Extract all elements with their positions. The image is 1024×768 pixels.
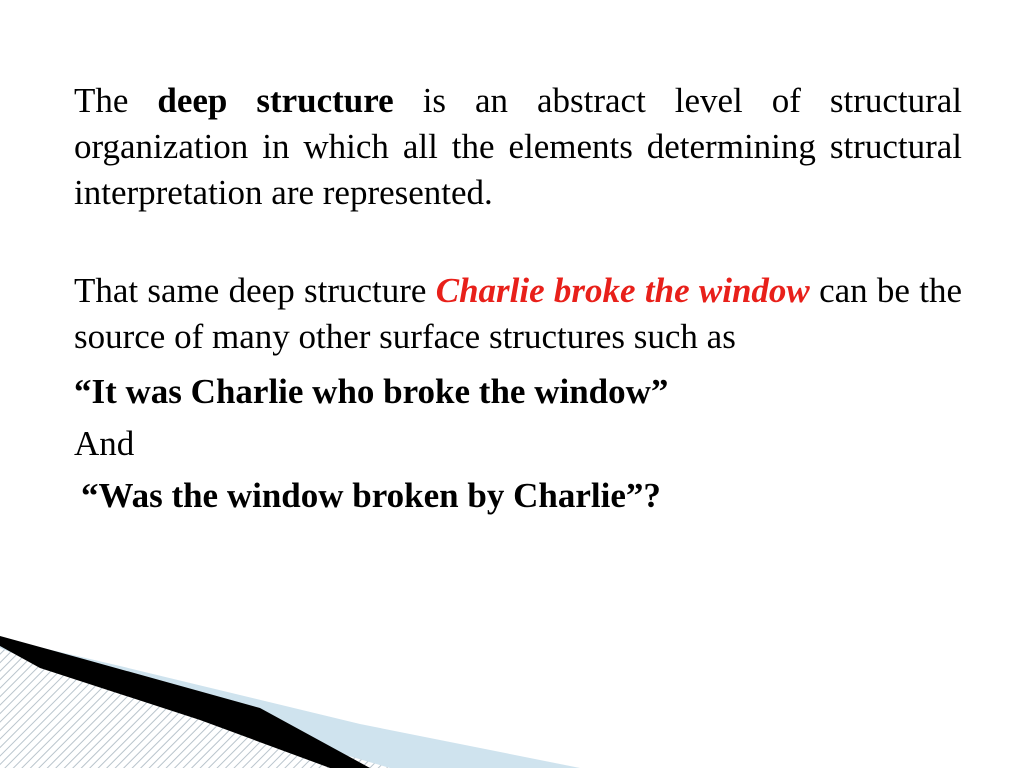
example-sentence-1: “It was Charlie who broke the window”: [74, 372, 669, 411]
corner-decoration: [0, 628, 1024, 768]
example-sentence-2: “Was the window broken by Charlie”?: [81, 476, 661, 515]
definition-paragraph: [74, 78, 962, 216]
paragraph2-rest: can be the source of many other surface structures such as: [74, 271, 963, 356]
example-paragraph: [74, 268, 962, 360]
highlighted-sentence: Charlie broke the window: [435, 271, 810, 310]
paragraph2-intro: That same deep structure: [74, 271, 427, 310]
paragraph1-intro: The: [74, 81, 129, 120]
connector-word: And: [74, 424, 135, 463]
deep-structure-term: deep structure: [157, 81, 394, 120]
slide-body: [74, 78, 962, 522]
paragraph1-rest: is an abstract level of structural organization in which all the elements determining structural interpretation are represented.: [74, 81, 963, 212]
